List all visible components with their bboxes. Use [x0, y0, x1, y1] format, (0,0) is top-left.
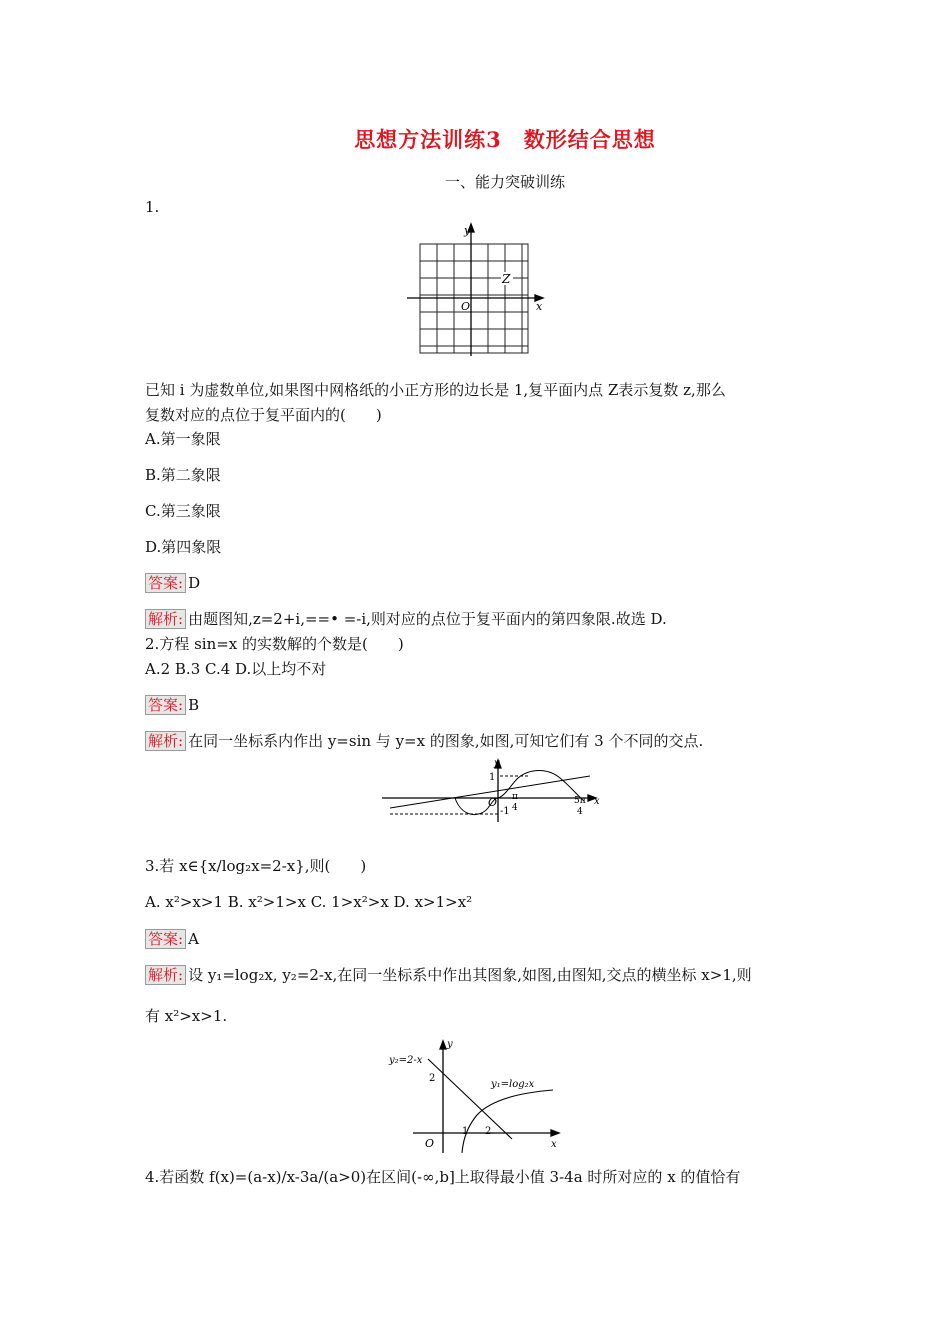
q2-tick-pi-label: π	[512, 792, 518, 802]
q2-answer-line	[145, 695, 199, 715]
q2-tick-one-label: 1	[489, 772, 496, 783]
q1-axis-x-label: x	[536, 300, 543, 313]
q2-options: A.2 B.3 C.4 D.以上均不对	[145, 660, 327, 678]
q2-tick-pi-denominator: 4	[512, 803, 518, 813]
q2-tick-neg-one-label: -1	[500, 806, 510, 817]
answer-tag: 答案:	[145, 929, 186, 949]
q1-answer-line	[145, 573, 200, 593]
analysis-tag: 解析:	[145, 731, 186, 751]
q1-analysis: 由题图知,z=2+i,==• =-i,则对应的点位于复平面内的第四象限.故选 D.	[188, 610, 667, 628]
q3-analysis-1: 设 y₁=log₂x, y₂=2-x,在同一坐标系中作出其图象,如图,由图知,交点的横坐标 x>1,则	[188, 966, 752, 984]
q3-analysis-line2: 有 x²>x>1.	[145, 1007, 228, 1025]
q2-axis-x-label: x	[594, 796, 600, 807]
q1-option-b: B.第二象限	[145, 466, 221, 484]
q1-axis-y-label: y	[464, 224, 471, 237]
answer-tag: 答案:	[145, 695, 186, 715]
q3-tick-x2-label: 2	[485, 1126, 492, 1137]
q1-point-z-label: Z	[502, 272, 511, 286]
q1-option-d: D.第四象限	[145, 538, 222, 556]
q3-axis-x-label: x	[551, 1139, 557, 1150]
analysis-tag: 解析:	[145, 609, 186, 629]
q1-origin-label: O	[461, 300, 471, 313]
q1-stem-line2: 复数对应的点位于复平面内的( )	[145, 406, 382, 424]
q2-origin-label: O	[488, 796, 498, 809]
q3-line-label: y₂=2-x	[389, 1055, 423, 1066]
q2-analysis-line	[145, 731, 703, 751]
q1-number: 1.	[145, 198, 160, 216]
q1-answer: D	[188, 574, 201, 592]
q3-tick-x1-label: 1	[462, 1126, 469, 1137]
q2-graph-figure	[380, 756, 605, 826]
q2-answer: B	[188, 696, 200, 714]
q1-option-c: C.第三象限	[145, 502, 221, 520]
q3-axis-y-label: y	[447, 1039, 453, 1050]
q3-log-label: y₁=log₂x	[491, 1079, 535, 1090]
q1-grid-figure	[405, 220, 547, 358]
q1-analysis-line	[145, 609, 667, 629]
q1-option-a: A.第一象限	[145, 430, 221, 448]
analysis-tag: 解析:	[145, 965, 186, 985]
q1-stem-line1: 已知 i 为虚数单位,如果图中网格纸的小正方形的边长是 1,复平面内点 Z表示复数 z,那么	[145, 381, 726, 399]
q3-analysis-line1	[145, 965, 752, 985]
q2-tick-5pi-label: 5π	[574, 796, 586, 806]
q3-tick-y2-label: 2	[429, 1073, 436, 1084]
q3-graph-figure	[385, 1035, 565, 1155]
q3-answer: A	[188, 930, 199, 948]
answer-tag: 答案:	[145, 573, 186, 593]
page-title: 思想方法训练3 数形结合思想	[354, 127, 656, 152]
q3-options: A. x²>x>1 B. x²>1>x C. 1>x²>x D. x>1>x²	[145, 893, 473, 911]
q4-stem: 4.若函数 f(x)=(a-x)/x-3a/(a>0)在区间(-∞,b]上取得最小值 3-4a 时所对应的 x 的值恰有	[145, 1168, 741, 1186]
q2-stem: 2.方程 sin=x 的实数解的个数是( )	[145, 635, 404, 653]
q3-origin-label: O	[425, 1137, 435, 1150]
q2-analysis: 在同一坐标系内作出 y=sin 与 y=x 的图象,如图,可知它们有 3 个不同的交点.	[188, 732, 704, 750]
q2-axis-y-label: y	[494, 758, 500, 769]
section-heading: 一、能力突破训练	[444, 173, 565, 191]
q3-stem: 3.若 x∈{x/log₂x=2-x},则( )	[145, 857, 367, 875]
q3-answer-line	[145, 929, 199, 949]
q2-tick-5pi-denominator: 4	[577, 807, 583, 817]
